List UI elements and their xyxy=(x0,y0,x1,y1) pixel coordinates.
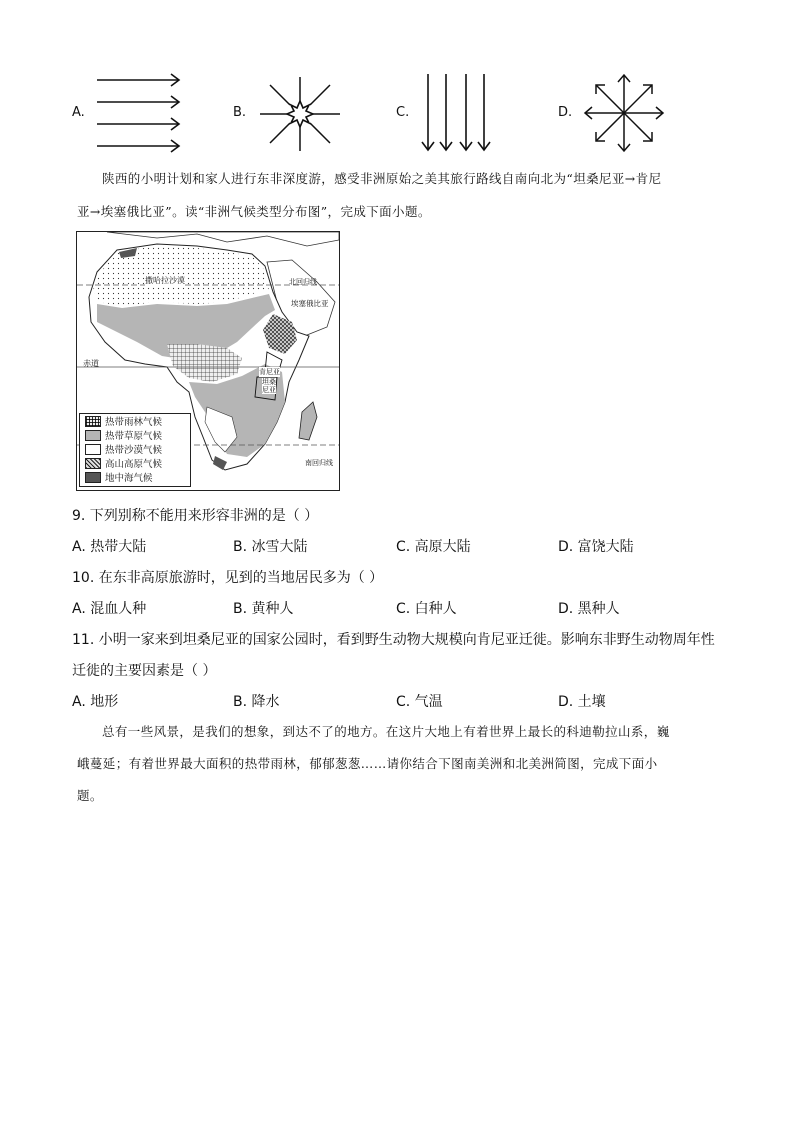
tropic-capricorn-label: 南回归线 xyxy=(305,459,333,467)
legend-label: 热带草原气候 xyxy=(105,431,163,442)
question-10-option-d[interactable]: D. 黑种人 xyxy=(558,601,620,617)
map-legend xyxy=(79,413,191,487)
legend-label: 热带沙漠气候 xyxy=(105,445,163,456)
question-11-option-d[interactable]: D. 土壤 xyxy=(558,694,606,710)
intro-line-1: 陕西的小明计划和家人进行东非深度游，感受非洲原始之美其旅行路线自南向北为“坦桑尼亚→肯尼 xyxy=(102,171,662,186)
tropic-cancer-label: 北回归线 xyxy=(289,278,317,286)
question-10-option-b[interactable]: B. 黄种人 xyxy=(233,601,294,617)
kenya-label: 肯尼亚 xyxy=(259,368,280,376)
question-10-stem: 10. 在东非高原旅游时，见到的当地居民多为（ ） xyxy=(72,570,384,586)
sahara-label: 撒哈拉沙漠 xyxy=(145,276,185,285)
outro-line-1: 总有一些风景，是我们的想象，到达不了的地方。在这片大地上有着世界上最长的科迪勒拉山系，巍 xyxy=(102,724,670,739)
legend-swatch xyxy=(85,416,101,427)
europe-landmass xyxy=(107,232,339,246)
legend-item-savanna xyxy=(80,428,190,442)
legend-label: 高山高原气候 xyxy=(105,459,163,470)
option-b-label: B. xyxy=(233,105,247,120)
legend-item-mediterranean xyxy=(80,470,190,484)
tanzania-label: 坦桑 尼亚 xyxy=(262,378,276,394)
madagascar-island xyxy=(299,402,317,440)
question-10-option-a[interactable]: A. 混血人种 xyxy=(72,601,147,617)
option-a-label: A. xyxy=(72,105,85,120)
question-11-stem-line-1: 11. 小明一家来到坦桑尼亚的国家公园时，看到野生动物大规模向肯尼亚迁徙。影响东非野生动物周年性 xyxy=(72,632,715,648)
legend-item-highland xyxy=(80,456,190,470)
question-11-option-b[interactable]: B. 降水 xyxy=(233,694,280,710)
legend-item-desert xyxy=(80,442,190,456)
question-9-option-a[interactable]: A. 热带大陆 xyxy=(72,539,147,555)
outro-line-3: 题。 xyxy=(77,788,103,803)
diverging-radial-arrows-icon xyxy=(582,72,666,154)
option-d-label: D. xyxy=(558,105,573,120)
intro-line-2: 亚→埃塞俄比亚”。读“非洲气候类型分布图”，完成下面小题。 xyxy=(77,204,431,219)
legend-label: 热带雨林气候 xyxy=(105,417,163,428)
outro-line-2: 峨蔓延；有着世界最大面积的热带雨林，郁郁葱葱……请你结合下图南美洲和北美洲简图，完成下面小 xyxy=(77,756,658,771)
question-9-option-c[interactable]: C. 高原大陆 xyxy=(396,539,471,555)
question-11-option-a[interactable]: A. 地形 xyxy=(72,694,119,710)
legend-label: 地中海气候 xyxy=(105,473,153,484)
legend-swatch xyxy=(85,430,101,441)
legend-swatch xyxy=(85,472,101,483)
legend-swatch xyxy=(85,458,101,469)
question-11-option-c[interactable]: C. 气温 xyxy=(396,694,443,710)
legend-swatch xyxy=(85,444,101,455)
converging-radial-arrows-icon xyxy=(258,75,342,153)
option-c-label: C. xyxy=(396,105,410,120)
parallel-horizontal-arrows-icon xyxy=(95,72,185,152)
question-11-stem-line-2: 迁徙的主要因素是（ ） xyxy=(72,663,217,679)
legend-item-rainforest xyxy=(80,414,190,428)
question-10-option-c[interactable]: C. 白种人 xyxy=(396,601,457,617)
ethiopia-label: 埃塞俄比亚 xyxy=(291,299,329,308)
parallel-downward-arrows-icon xyxy=(420,72,492,154)
question-9-stem: 9. 下列别称不能用来形容非洲的是（ ） xyxy=(72,508,319,524)
question-9-option-b[interactable]: B. 冰雪大陆 xyxy=(233,539,308,555)
equator-label: 赤道 xyxy=(83,359,99,368)
question-9-option-d[interactable]: D. 富饶大陆 xyxy=(558,539,634,555)
